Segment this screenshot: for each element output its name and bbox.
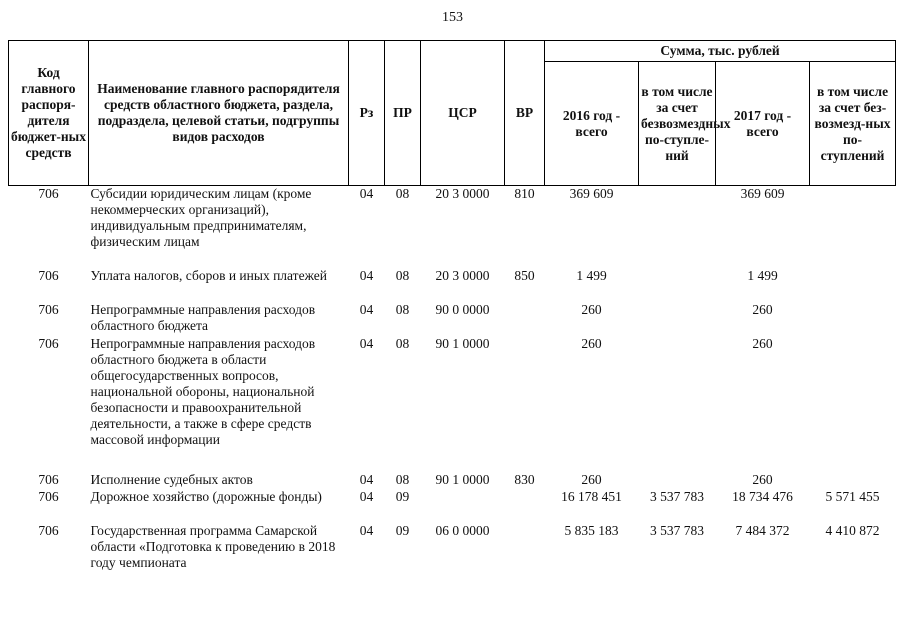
cell-name: Субсидии юридическим лицам (кроме некоммерческих организаций), индивидуальным предпринимателям, физическим лицам xyxy=(90,186,312,249)
cell-pr: 09 xyxy=(395,488,410,504)
cell-2017-total: 7 484 372 xyxy=(735,522,790,538)
cell-2016-free xyxy=(639,302,716,336)
cell-vr xyxy=(505,523,545,573)
cell-2017-free: 4 410 872 xyxy=(825,522,880,538)
cell-2016-free: 3 537 783 xyxy=(650,522,704,538)
cell-2017-free xyxy=(810,302,896,336)
header-sum-group: Сумма, тыс. рублей xyxy=(545,41,896,62)
cell-rz: 04 xyxy=(359,335,374,351)
cell-code: 706 xyxy=(38,471,59,487)
cell-csr: 90 1 0000 xyxy=(435,471,490,487)
table-row xyxy=(9,472,896,489)
cell-csr: 20 3 0000 xyxy=(435,186,490,201)
cell-pr: 08 xyxy=(395,471,410,487)
cell-vr xyxy=(505,489,545,523)
table-row xyxy=(9,302,896,336)
header-pr: ПР xyxy=(385,41,421,186)
cell-2016-total: 260 xyxy=(581,471,602,487)
table-row xyxy=(9,523,896,573)
cell-name: Уплата налогов, сборов и иных платежей xyxy=(90,267,327,283)
cell-2017-total: 18 734 476 xyxy=(732,488,793,504)
cell-2017-total: 260 xyxy=(752,471,773,487)
header-csr: ЦСР xyxy=(421,41,505,186)
cell-2016-free xyxy=(639,186,716,268)
cell-name: Непрограммные направления расходов областного бюджета xyxy=(90,301,316,333)
cell-csr xyxy=(421,489,505,523)
cell-vr: 850 xyxy=(514,267,535,283)
cell-2016-free xyxy=(639,472,716,489)
cell-2016-total: 1 499 xyxy=(576,267,607,283)
cell-2016-total: 5 835 183 xyxy=(564,522,619,538)
cell-code: 706 xyxy=(38,522,59,538)
table-row xyxy=(9,268,896,302)
cell-2016-total: 260 xyxy=(581,335,602,351)
cell-pr: 08 xyxy=(395,335,410,351)
header-rz: Рз xyxy=(349,41,385,186)
table-row xyxy=(9,186,896,268)
cell-name: Исполнение судебных актов xyxy=(90,471,253,487)
cell-code: 706 xyxy=(38,186,59,201)
header-2017-total: 2017 год - всего xyxy=(716,62,810,186)
table-row xyxy=(9,489,896,523)
table-body xyxy=(9,186,896,573)
cell-2016-free xyxy=(639,268,716,302)
cell-2017-total: 1 499 xyxy=(747,267,778,283)
cell-code: 706 xyxy=(38,267,59,283)
cell-2017-total: 260 xyxy=(752,335,773,351)
cell-2017-total: 369 609 xyxy=(740,186,785,201)
cell-pr: 08 xyxy=(395,267,410,283)
cell-rz: 04 xyxy=(359,267,374,283)
cell-2016-free: 3 537 783 xyxy=(650,488,704,504)
cell-csr: 90 0 0000 xyxy=(435,301,490,317)
header-2017-free: в том числе за счет без-возмезд-ных по-ступлений xyxy=(810,62,896,186)
header-2016-free: в том числе за счет безвозмездных по-ступле-ний xyxy=(639,62,716,186)
cell-code: 706 xyxy=(38,488,59,504)
cell-rz: 04 xyxy=(359,186,374,201)
header-vr: ВР xyxy=(505,41,545,186)
cell-csr: 20 3 0000 xyxy=(435,267,490,283)
cell-2016-free xyxy=(639,336,716,472)
cell-name: Государственная программа Самарской области «Подготовка к проведению в 2018 году чемпионата xyxy=(90,522,336,570)
cell-rz: 04 xyxy=(359,522,374,538)
cell-csr: 06 0 0000 xyxy=(435,522,490,538)
cell-name: Дорожное хозяйство (дорожные фонды) xyxy=(90,488,322,504)
cell-name: Непрограммные направления расходов областного бюджета в области общегосударственных вопросов, национальной обороны, национальной безопасности и правоохранительной деятельности, а также в сфере средств массовой информации xyxy=(90,335,316,447)
cell-vr: 810 xyxy=(514,186,535,201)
table-header xyxy=(9,41,896,186)
page-number: 153 xyxy=(442,10,463,25)
cell-2017-free xyxy=(810,268,896,302)
cell-pr: 08 xyxy=(395,301,410,317)
cell-rz: 04 xyxy=(359,301,374,317)
cell-2017-total: 260 xyxy=(752,301,773,317)
cell-csr: 90 1 0000 xyxy=(435,335,490,351)
cell-2017-free xyxy=(810,472,896,489)
cell-vr xyxy=(505,336,545,472)
cell-rz: 04 xyxy=(359,471,374,487)
cell-code: 706 xyxy=(38,335,59,351)
cell-pr: 09 xyxy=(395,522,410,538)
cell-code: 706 xyxy=(38,301,59,317)
cell-pr: 08 xyxy=(395,186,410,201)
cell-vr: 830 xyxy=(514,471,535,487)
cell-2016-total: 369 609 xyxy=(569,186,614,201)
cell-2017-free: 5 571 455 xyxy=(825,488,880,504)
cell-2017-free xyxy=(810,336,896,472)
header-name: Наименование главного распорядителя средств областного бюджета, раздела, подраздела, целевой статьи, подгруппы видов расходов xyxy=(89,41,349,186)
cell-2016-total: 16 178 451 xyxy=(561,488,622,504)
cell-rz: 04 xyxy=(359,488,374,504)
budget-table xyxy=(8,40,896,573)
table-row xyxy=(9,336,896,472)
cell-2016-total: 260 xyxy=(581,301,602,317)
cell-2017-free xyxy=(810,186,896,268)
cell-vr xyxy=(505,302,545,336)
header-code: Код главного распоря-дителя бюджет-ных средств xyxy=(9,41,89,186)
header-2016-total: 2016 год - всего xyxy=(545,62,639,186)
